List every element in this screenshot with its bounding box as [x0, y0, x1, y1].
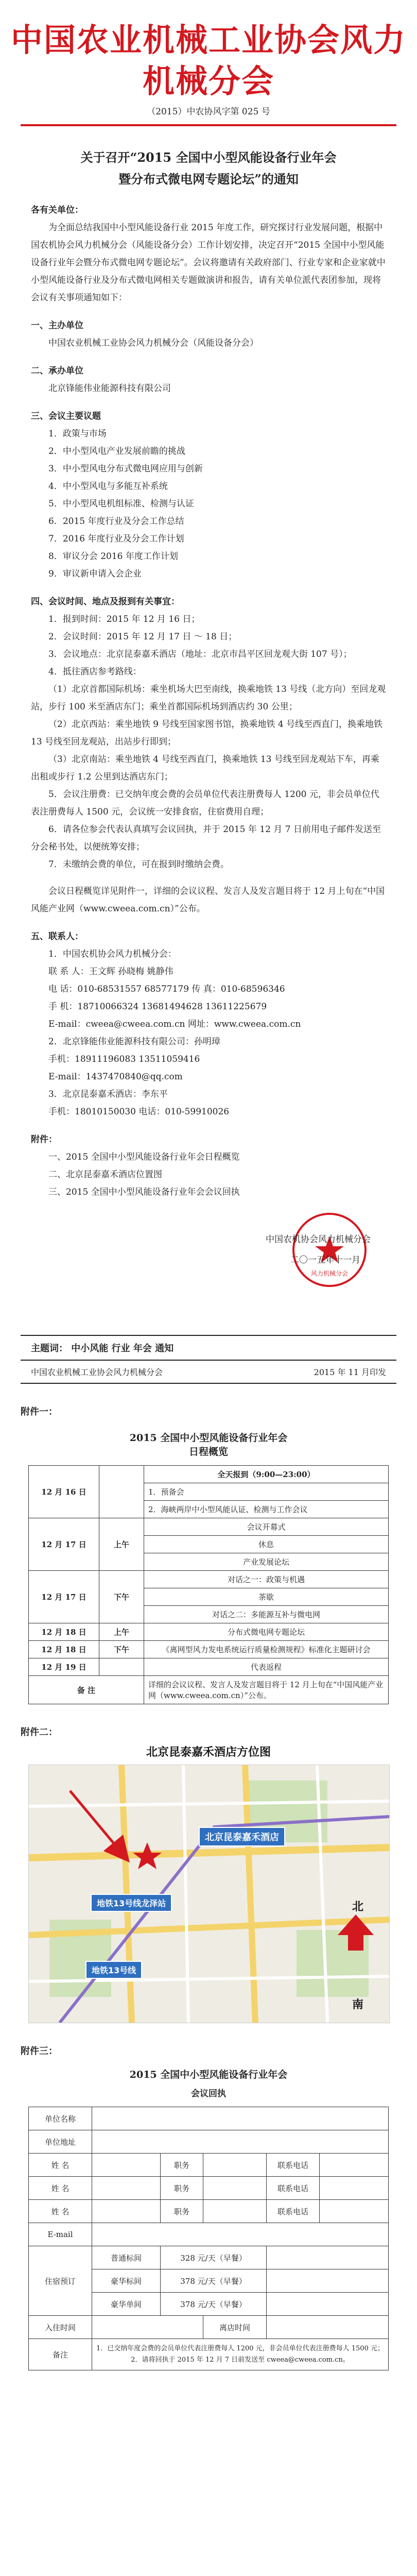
name-field[interactable]: [92, 2154, 161, 2177]
subway-line-label[interactable]: 地铁13号线: [85, 1961, 142, 1979]
room-std-qty[interactable]: [267, 2246, 389, 2269]
hotel-map: [28, 1743, 389, 2023]
theme-words-bar: 主题词： 中小风能 行业 年会 通知: [21, 1335, 396, 1361]
room-lux-qty[interactable]: [267, 2269, 389, 2293]
room-single-qty[interactable]: [267, 2293, 389, 2316]
table-row: 对话之二：多能源互补与微电网: [29, 1606, 389, 1623]
table-row: 12 月 19 日 代表返程: [29, 1658, 389, 1676]
attachment-1-label: 附件一：: [21, 1406, 58, 1417]
masthead: [0, 0, 417, 117]
agenda-note: 会议日程概览详见附件一，详细的会议议程、发言人及发言题目将于 12 月上旬在“中国风能产业网（www.cweea.com.cn）”公布。: [31, 886, 385, 914]
post-field[interactable]: [203, 2154, 267, 2177]
section-heading: 三、会议主要议题: [31, 411, 101, 421]
compass-south: 南: [352, 1998, 364, 2011]
signature-block: [0, 1201, 417, 1319]
name-field-3[interactable]: [92, 2200, 161, 2223]
svg-text:风力机械分会: 风力机械分会: [310, 1270, 349, 1277]
attachment-2-label: 附件二：: [21, 1727, 58, 1738]
table-row: 休息: [29, 1536, 389, 1553]
table-row: 2．海峡两岸中小型风能认证、检测与工作会议: [29, 1501, 389, 1518]
signature-date: 二〇一五年十一月: [290, 1255, 360, 1265]
table-row: 备 注 详细的会议议程、发言人及发言题目将于 12 月上旬在“中国风能产业网（www.cweea.com.cn）”公布。: [29, 1676, 389, 1704]
compass-north: 北: [352, 1901, 364, 1913]
email-field[interactable]: [92, 2223, 389, 2246]
check-in-field[interactable]: [92, 2316, 203, 2339]
post-field-2[interactable]: [203, 2177, 267, 2200]
table-row: 1．预备会: [29, 1483, 389, 1501]
table-row: 12 月 18 日 上午 分布式微电网专题论坛: [29, 1623, 389, 1641]
contact-email[interactable]: E-mail：cweea@cweea.com.cn 网址：www.cweea.com.cn: [48, 1019, 301, 1029]
official-seal-icon: [291, 1211, 368, 1289]
phone-field[interactable]: [320, 2154, 389, 2177]
subway-station-label[interactable]: 地铁13号线龙泽站: [91, 1894, 172, 1912]
section-heading: 二、承办单位: [31, 366, 83, 376]
contact-email-2[interactable]: E-mail：1437470840@qq.com: [48, 1072, 183, 1082]
intro-paragraph: 为全面总结我国中小型风能设备行业 2015 年度工作，研究探讨行业发展问题，根据中国农机协会风力机械分会（风能设备分会）工作计划安排，决定召开“2015 全国中小型风能设备行业年会暨分布式微电网专题论坛”。会议将邀请有关政府部门、行业专家和企业家就中小型风能设备行业及分布式微电网相关专题做演讲和报告，请有关单位派代表团参加，现将会议有关事项通知如下：: [31, 223, 386, 303]
map-canvas[interactable]: [28, 1765, 390, 2023]
name-field-2[interactable]: [92, 2177, 161, 2200]
hotel-label[interactable]: 北京昆泰嘉禾酒店: [199, 1827, 285, 1846]
table-row: 12 月 17 日 上午 会议开幕式: [29, 1518, 389, 1536]
table-row: 产业发展论坛: [29, 1553, 389, 1571]
section-heading: 五、联系人：: [31, 931, 83, 942]
section-heading: 一、主办单位: [31, 320, 83, 331]
check-out-field[interactable]: [267, 2316, 389, 2339]
attachment-3-label: 附件三：: [21, 2046, 58, 2057]
notice-body: 各有关单位： 为全面总结我国中小型风能设备行业 2015 年度工作，研究探讨行业发展问题，根据中国农机协会风力机械分会（风能设备分会）工作计划安排，决定召开“2015 全国中小型风能设备行业年会暨分布式微电网专题论坛”。会议将邀请有关政府部门、行业专家和企业家就中小型风能设备行业及分布式微电网相关专题做演讲和报告，请有关单位派代表团参加，现将会议有关事项通知如下： 一、主办单位 中国农业机械工业协会风力机械分会（风能设备分会） 二、承办单位 北京锋能伟业能源科技有限公司 三、会议主要议题 1．政策与市场 2．中小型风电产业发展前瞻的挑战 3．中小型风电分布式微电网应用与创新 4．中小型风电与多能互补系统 5．中小型风电机组标准、检测与认证 6．2015 年度行业及分会工作总结 7．2016 年度行业及分会工作计划 8．审议分会 2016 年度工作计划 9．审议新申请入会企业 四、会议时间、地点及报到有关事宜： 1．报到时间：2015 年 12 月 16 日； 2．会议时间：2015 年 12 月 17 日 ～ 18 日； 3．会议地点：北京昆泰嘉禾酒店（地址：北京市昌平区回龙观大街 107 号）； 4．抵往酒店参考路线： （1）北京首都国际机场：乘坐机场大巴至南线，换乘地铁 13 号线（北方向）至回龙观站，步行 100 米至酒店东门；乘坐首都国际机场到酒店约 30 公里； （2）北京西站：乘坐地铁 9 号线至国家图书馆，换乘地铁 4 号线至西直门，换乘地铁 13 号线至回龙观站，出站步行即到； （3）北京南站：乘坐地铁 4 号线至西直门，换乘地铁 13 号线至回龙观站下车，再乘出租或步行 1.2 公里到达酒店东门； 5．会议注册费：已交纳年度会费的会员单位代表注册费每人 1200 元，非会员单位代表注册费每人 1500 元，会议统一安排食宿，住宿费用自理； 6．请各位参会代表认真填写会议回执，并于 2015 年 12 月 7 日前用电子邮件发送至分会秘书处，以便统筹安排； 7．未缴纳会费的单位，可在报到时缴纳会费。 会议日程概览详见附件一，详细的会议议程、发言人及发言题目将于 12 月上旬在“中国风能产业网（www.cweea.com.cn）”公布。 五、联系人： 1．中国农机协会风力机械分会： 联 系 人：王文辉 孙晓梅 姚静伟 电 话：010-68531557 68577179 传 真：010-68596346 手 机：18710066324 13681494628 13611225679 E-mail：cweea@cweea.com.cn 网址：www.cweea.com.cn 2．北京锋能伟业能源科技有限公司：孙明璋 手机：18911196083 13511059416 E-mail：1437470840@qq.com 3．北京昆泰嘉禾酒店：李东平 手机：18010150030 电话：010-59910026 附件： 一、2015 全国中小型风能设备行业年会日程概览 二、北京昆泰嘉禾酒店位置图 三、2015 全国中小型风能设备行业年会会议回执: [0, 201, 417, 1201]
footer-info: 中国农业机械工业协会风力机械分会 2015 年 11 月印发: [21, 1361, 396, 1384]
red-divider: [21, 124, 396, 126]
map-svg: [29, 1765, 389, 2023]
registration-form: 2015 全国中小型风能设备行业年会 会议回执 单位名称 单位地址 姓 名 职务 联系电话 姓 名 职务 联系电话 姓 名 职务 联系电话 E-mail 住宿预订 普通标间 328 元/天（早餐） 豪华标间 378 元/天（早餐） 豪华单间 378 元/天（早餐） 入住时间 离店时间 备注 1．已交纳年度会费的会员单位代表注册费每人 1200 元，非会员单位代表注册费每人 1500 元；2．请将回执于 2015 年 12 月 7 日前发送至 cweea@cweea.com.cn。: [28, 2062, 389, 2370]
notice-title: 关于召开“2015 全国中小型风能设备行业年会 暨分布式微电网专题论坛”的通知: [80, 150, 337, 187]
greeting: 各有关单位：: [31, 205, 83, 215]
table-row: 12 月 17 日 下午 对话之一：政策与机遇: [29, 1571, 389, 1588]
post-field-3[interactable]: [203, 2200, 267, 2223]
phone-field-2[interactable]: [320, 2177, 389, 2200]
table-row: 茶歇: [29, 1588, 389, 1606]
org-title: 中国农业机械工业协会风力机械分会: [10, 21, 406, 100]
table-row: 12 月 16 日 全天报到（9:00—23:00）: [29, 1466, 389, 1483]
address-field[interactable]: [92, 2130, 389, 2154]
table-row: 12 月 18 日 下午 《离网型风力发电系统运行质量检测规程》标准化主题研讨会: [29, 1641, 389, 1658]
section-heading: 四、会议时间、地点及报到有关事宜：: [31, 597, 180, 607]
doc-number: （2015）中农协风字第 025 号: [147, 107, 270, 117]
section-heading: 附件：: [31, 1134, 57, 1145]
phone-field-3[interactable]: [320, 2200, 389, 2223]
map-title: 北京昆泰嘉禾酒店方位图: [146, 1745, 271, 1759]
schedule-table: 2015 全国中小型风能设备行业年会 日程概览 12 月 16 日 全天报到（9:00—23:00） 1．预备会 2．海峡两岸中小型风能认证、检测与工作会议 12 月 17 日 上午 会议开幕式 休息 产业发展论坛 12 月 17 日 下午 对话之一：政策与机遇 茶歇 对话之二：多能源互补与微电网 12 月 18 日 上午 分布式微电网专题论坛 12 月 18 日 下午 《离网型风力发电系统运行质量检测规程》标准化主题研讨会 12 月 19 日 代表返程 备 注 详细的会议议程、发言人及发言题目将于 12 月上旬在“中国风能产业网（www.cweea.com.cn）”公布。: [28, 1423, 389, 1704]
company-field[interactable]: [92, 2107, 389, 2130]
signature-org: 中国农机协会风力机械分会: [266, 1234, 371, 1245]
